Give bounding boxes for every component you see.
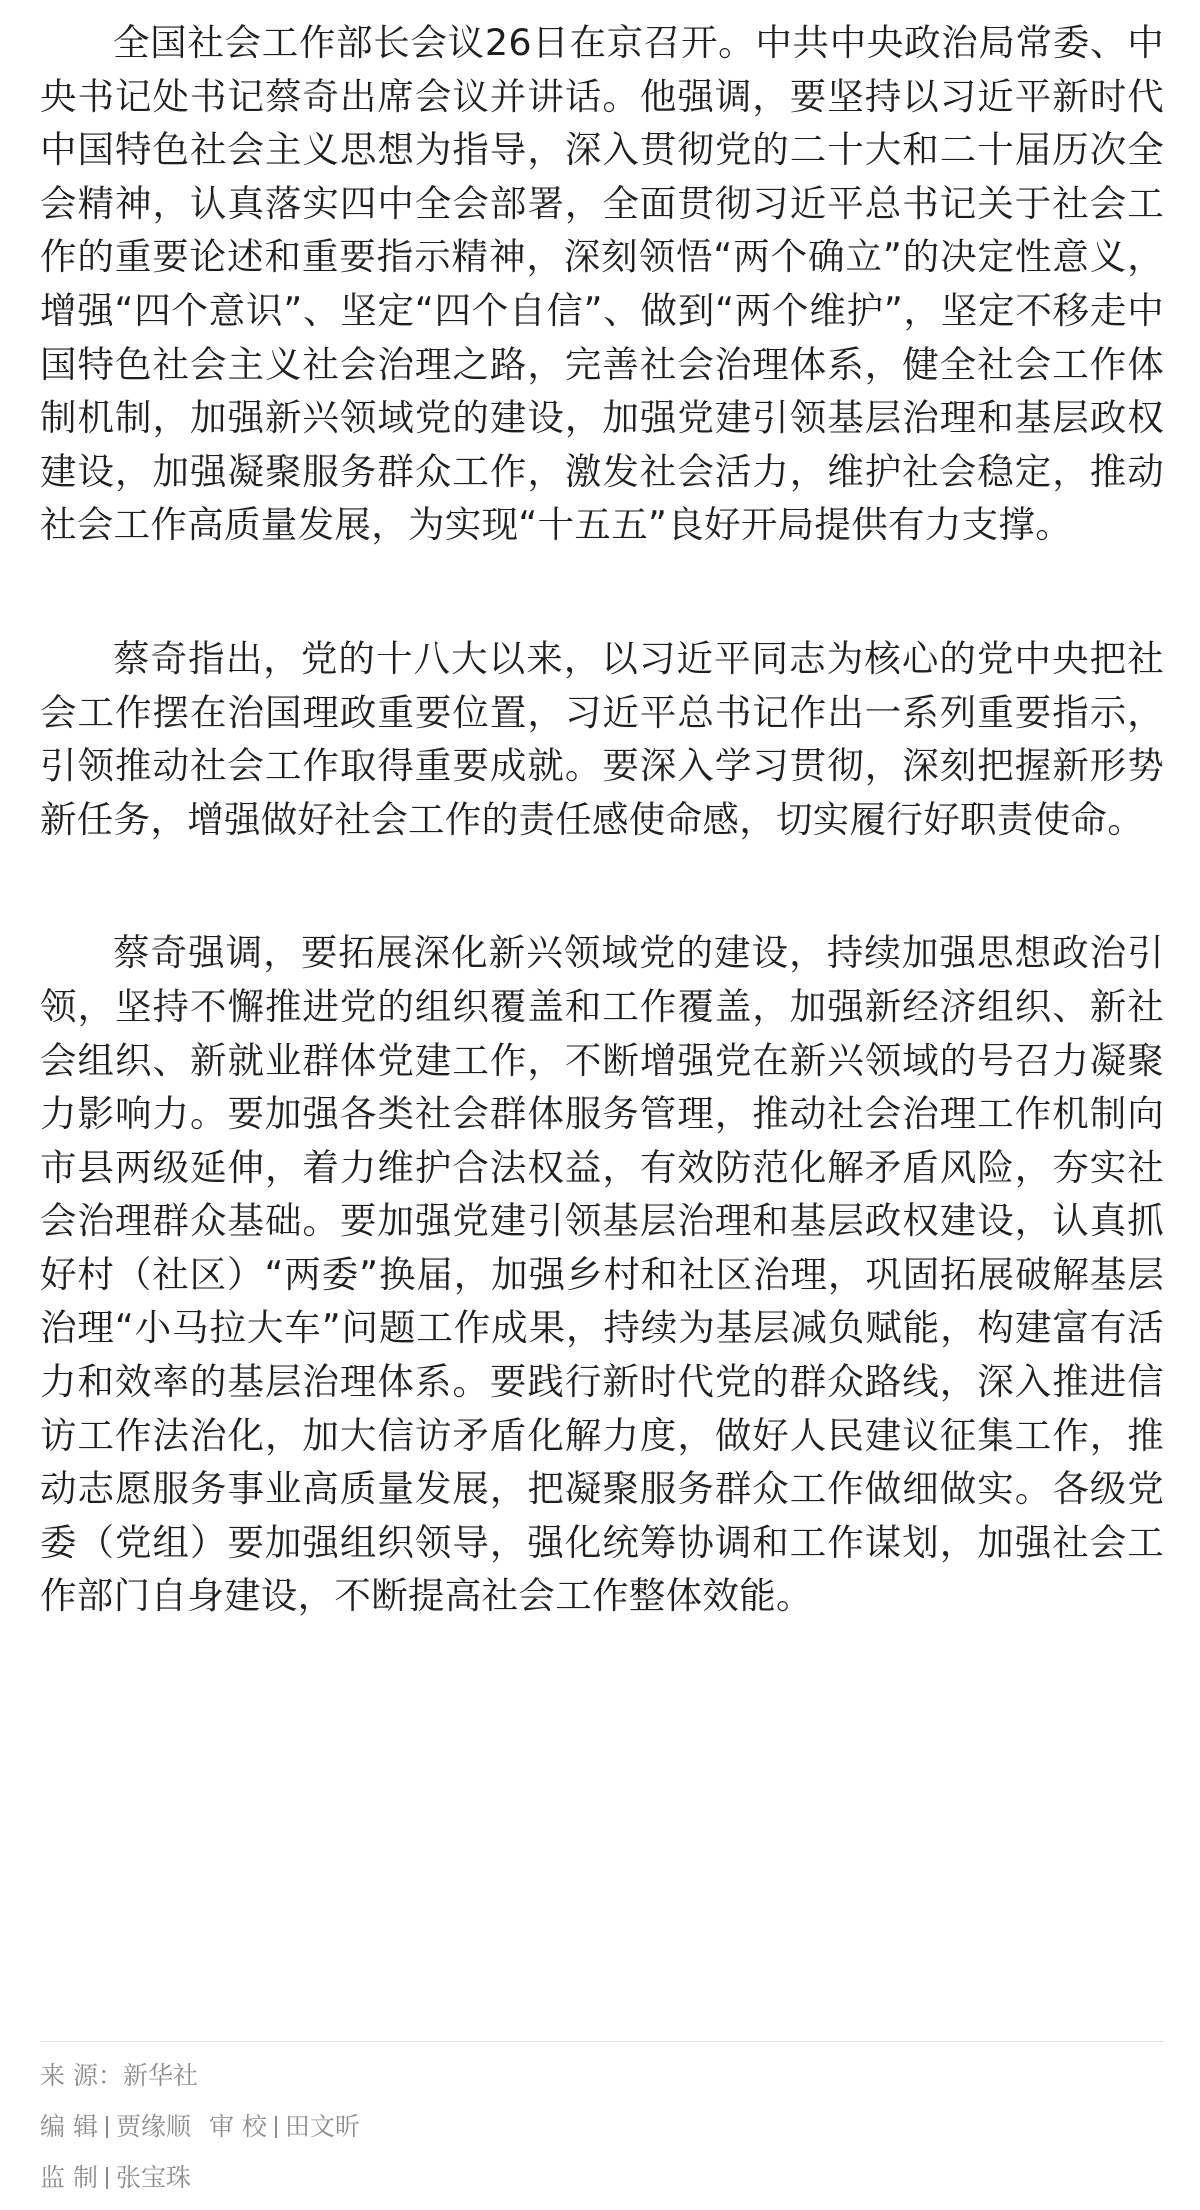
editor-line [40,2107,1164,2158]
article-paragraph-3: 蔡奇强调，要拓展深化新兴领域党的建设，持续加强思想政治引领，坚持不懈推进党的组织覆盖和工作覆盖，加强新经济组织、新社会组织、新就业群体党建工作，不断增强党在新兴领域的号召力凝聚力影响力。要加强各类社会群体服务管理，推动社会治理工作机制向市县两级延伸，着力维护合法权益，有效防范化解矛盾风险，夯实社会治理群众基础。要加强党建引领基层治理和基层政权建设，认真抓好村（社区）“两委”换届，加强乡村和社区治理，巩固拓展破解基层治理“小马拉大车”问题工作成果，持续为基层减负赋能，构建富有活力和效率的基层治理体系。要践行新时代党的群众路线，深入推进信访工作法治化，加大信访矛盾化解力度，做好人民建议征集工作，推动志愿服务事业高质量发展，把凝聚服务群众工作做细做实。各级党委（党组）要加强组织领导，强化统筹协调和工作谋划，加强社会工作部门自身建设，不断提高社会工作整体效能。 [40,931,1164,1618]
supervisor-label: 监 制 [40,2163,98,2192]
editor-value: 贾缘顺 [115,2112,191,2141]
article-paragraph-2: 蔡奇指出，党的十八大以来，以习近平同志为核心的党中央把社会工作摆在治国理政重要位置，习近平总书记作出一系列重要指示，引领推动社会工作取得重要成就。要深入学习贯彻，深刻把握新形势新任务，增强做好社会工作的责任感使命感，切实履行好职责使命。 [40,636,1164,841]
source-line [40,2056,1164,2107]
separator-bar [106,2116,108,2138]
article-paragraph-1: 全国社会工作部长会议26日在京召开。中共中央政治局常委、中央书记处书记蔡奇出席会议并讲话。他强调，要坚持以习近平新时代中国特色社会主义思想为指导，深入贯彻党的二十大和二十届历次全会精神，认真落实四中全会部署，全面贯彻习近平总书记关于社会工作的重要论述和重要指示精神，深刻领悟“两个确立”的决定性意义，增强“四个意识”、坚定“四个自信”、做到“两个维护”，坚定不移走中国特色社会主义社会治理之路，完善社会治理体系，健全社会工作体制机制，加强新兴领域党的建设，加强党建引领基层治理和基层政权建设，加强凝聚服务群众工作，激发社会活力，维护社会稳定，推动社会工作高质量发展，为实现“十五五”良好开局提供有力支撑。 [40,21,1164,547]
reviewer-label: 审 校 [208,2112,267,2141]
article-body [40,16,1164,1623]
source-value: 新华社 [122,2061,198,2090]
separator-bar [106,2167,108,2189]
source-label: 来 源： [40,2061,123,2090]
separator-bar [275,2116,277,2138]
editor-label: 编 辑 [40,2112,98,2141]
supervisor-line [40,2158,1164,2209]
reviewer-value: 田文昕 [284,2112,360,2141]
supervisor-value: 张宝珠 [115,2163,191,2192]
credits-divider [40,2041,1164,2042]
article-credits [40,2056,1164,2209]
